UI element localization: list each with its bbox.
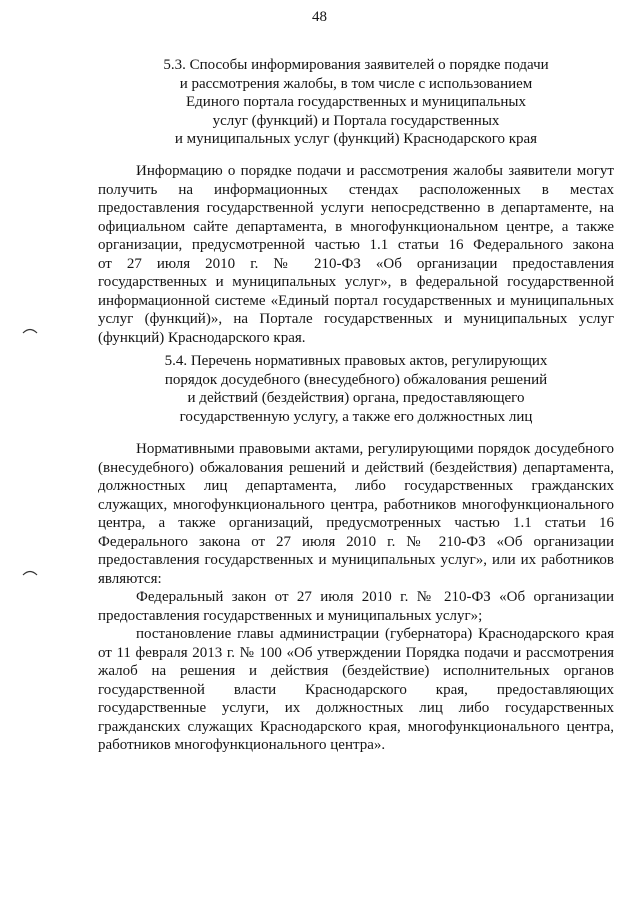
heading-line: и действий (бездействия) органа, предоставляющего (187, 390, 525, 406)
section-5-4-heading (98, 352, 614, 426)
text-line: предоставления государственных и муниципальных услуг»; (98, 607, 483, 624)
text-line: работников многофункционального центра». (98, 737, 386, 753)
heading-line: государственную услугу, а также его должностных лиц (179, 408, 533, 425)
text-line: Федерального закона от 27 июля 2010 г. № 210-ФЗ «Об организации (98, 533, 614, 550)
text-line: постановление главы администрации (губернатора) Краснодарского края (136, 626, 614, 642)
heading-line: услуг (функций) и Портала государственных (212, 112, 500, 129)
binding-hole-mark (22, 326, 38, 334)
heading-line: и муниципальных услуг (функций) Краснодарского края (174, 131, 538, 147)
section-5-3-heading (98, 56, 614, 149)
law-item-regional-resolution (98, 625, 614, 755)
section-5-4-paragraph (98, 440, 614, 588)
text-line: от 27 июля 2010 г. № 210-ФЗ «Об организации предоставления (98, 255, 614, 272)
text-line: (внесудебного) обжалования решений и действий (бездействия) департамента, (98, 459, 614, 476)
text-line: от 11 февраля 2013 г. № 100 «Об утверждении Порядка подачи и рассмотрения (98, 644, 614, 661)
text-line: (функций) Краснодарского края. (98, 329, 306, 346)
binding-hole-mark (22, 568, 38, 576)
text-line: являются: (98, 570, 162, 587)
text-line: информационной системе «Единый портал государственных и муниципальных (98, 292, 614, 309)
section-5-3-paragraph (98, 162, 614, 347)
text-line: Нормативными правовыми актами, регулирующими порядок досудебного (136, 441, 614, 457)
text-line: услуг (функций)», на Портале государственных и муниципальных услуг (98, 311, 614, 327)
text-line: центра, а также организаций, предусмотренных частью 1.1 статьи 16 (98, 515, 614, 531)
text-line: государственной власти Краснодарского края, предоставляющих (98, 681, 614, 698)
heading-line: 5.3. Способы информирования заявителей о порядке подачи (163, 57, 549, 73)
heading-line: и рассмотрения жалобы, в том числе с использованием (179, 75, 533, 92)
text-line: Федеральный закон от 27 июля 2010 г. № 210-ФЗ «Об организации (136, 589, 614, 605)
law-item-federal-law (98, 588, 614, 625)
page-number: 48 (312, 9, 327, 25)
text-line: предоставления государственной услуги непосредственно в департаменте, на (98, 200, 614, 216)
heading-line: 5.4. Перечень нормативных правовых актов, регулирующих (164, 353, 548, 369)
text-line: государственных и муниципальных услуг», в федеральной государственной (98, 274, 614, 290)
text-line: государственные услуги, их должностных лиц либо государственных (98, 700, 614, 716)
text-line: официальном сайте департамента, в многофункциональном центре, а также (98, 218, 614, 235)
text-line: получить на информационных стендах расположенных в местах (98, 181, 614, 198)
text-line: должностных лиц департамента, либо государственных гражданских (98, 478, 614, 494)
heading-line: порядок досудебного (внесудебного) обжалования решений (164, 371, 548, 388)
text-line: служащих, многофункционального центра, работников многофункционального (98, 496, 614, 513)
text-line: организации, предусмотренной частью 1.1 статьи 16 Федерального закона (98, 237, 614, 253)
text-line: жалоб на решения и действия (бездействие) исполнительных органов (98, 663, 614, 679)
text-line: предоставления государственных и муниципальных услуг», или их работников (98, 552, 614, 568)
text-line: гражданских служащих Краснодарского края, многофункционального центра, (98, 718, 614, 735)
text-line: Информацию о порядке подачи и рассмотрения жалобы заявители могут (136, 163, 614, 179)
heading-line: Единого портала государственных и муниципальных (186, 94, 526, 110)
